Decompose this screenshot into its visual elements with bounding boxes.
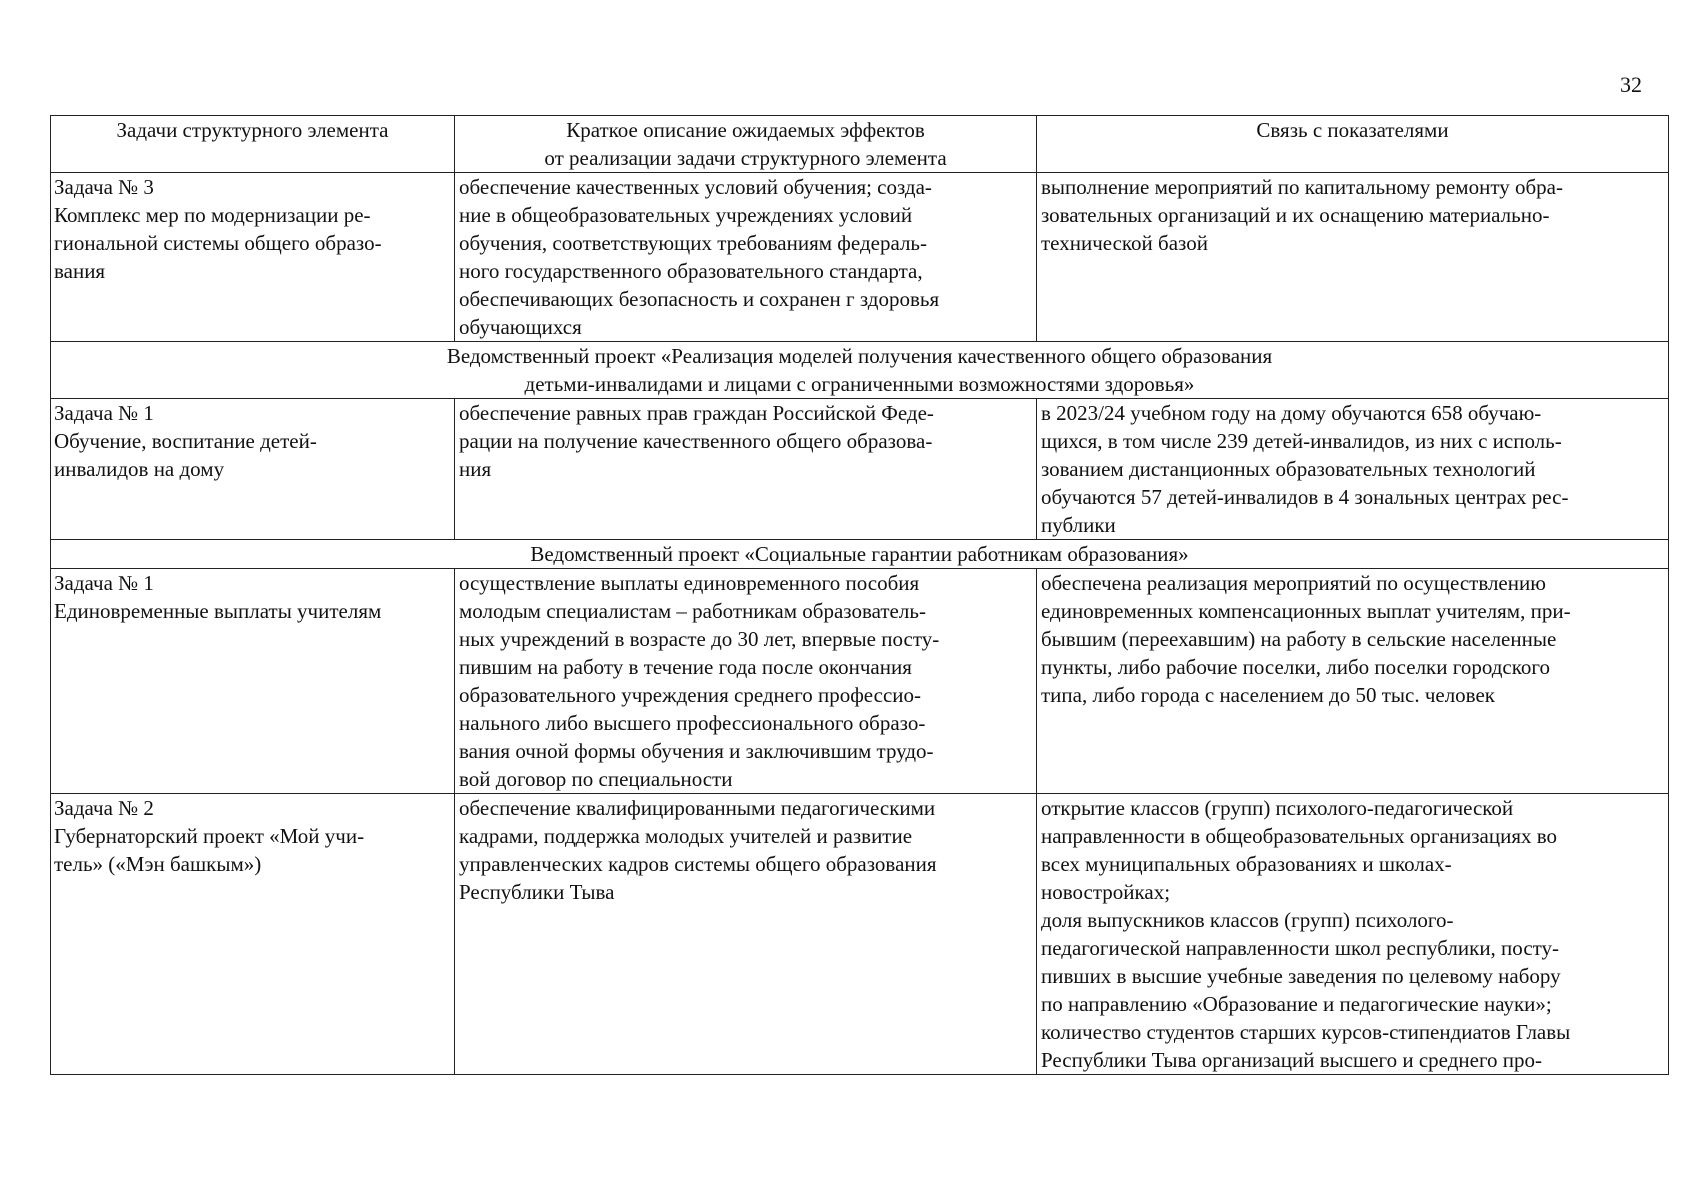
text-line: новостройках;	[1041, 880, 1171, 904]
task-cell	[51, 173, 455, 342]
text-line: обеспечена реализация мероприятий по осуществлению	[1041, 571, 1546, 595]
structural-elements-table	[50, 115, 1669, 1075]
text-line: доля выпускников классов (групп) психолого-	[1041, 908, 1454, 932]
text-line: вой договор по специальности	[459, 767, 733, 791]
text-line: образовательного учреждения среднего профессио-	[459, 683, 922, 707]
text-line: от реализации задачи структурного элемента	[544, 146, 947, 170]
task-cell	[51, 794, 455, 1075]
task-cell	[51, 399, 455, 540]
indicators-cell	[1037, 399, 1669, 540]
text-line: направленности в общеобразовательных организациях во	[1041, 824, 1558, 848]
text-line: обучения, соответствующих требованиям федераль-	[459, 231, 927, 255]
text-line: зованием дистанционных образовательных технологий	[1041, 457, 1536, 481]
section-row	[51, 342, 1669, 399]
table-row	[51, 794, 1669, 1075]
text-line: Республики Тыва организаций высшего и среднего про-	[1041, 1048, 1543, 1072]
text-line: Обучение, воспитание детей-	[54, 429, 317, 453]
text-line: по направлению «Образование и педагогические науки»;	[1041, 992, 1552, 1016]
effects-cell	[455, 399, 1037, 540]
text-line: Задача № 2	[54, 796, 154, 820]
table-row	[51, 173, 1669, 342]
effects-cell	[455, 569, 1037, 794]
header-tasks	[51, 116, 455, 173]
text-line: обучаются 57 детей-инвалидов в 4 зональных центрах рес-	[1041, 485, 1569, 509]
section-row	[51, 540, 1669, 569]
text-line: рации на получение качественного общего образова-	[459, 429, 933, 453]
text-line: ных учреждений в возрасте до 30 лет, впервые посту-	[459, 627, 940, 651]
text-line: ния	[459, 457, 492, 481]
text-line: молодым специалистам – работникам образователь-	[459, 599, 926, 623]
text-line: Краткое описание ожидаемых эффектов	[566, 118, 925, 142]
text-line: обеспечение равных прав граждан Российской Феде-	[459, 401, 934, 425]
header-indicators	[1037, 116, 1669, 173]
text-line: пивших в высшие учебные заведения по целевому набору	[1041, 964, 1561, 988]
section-title	[51, 540, 1669, 569]
text-line: осуществление выплаты единовременного пособия	[459, 571, 920, 595]
text-line: Задача № 3	[54, 175, 154, 199]
section-title	[51, 342, 1669, 399]
text-line: тель» («Мэн башкым»)	[54, 852, 262, 876]
page-number: 32	[1620, 72, 1642, 97]
text-line: Ведомственный проект «Социальные гарантии работникам образования»	[530, 542, 1189, 566]
text-line: обучающихся	[459, 315, 582, 339]
text-line: открытие классов (групп) психолого-педагогической	[1041, 796, 1514, 820]
table-row	[51, 399, 1669, 540]
text-line: в 2023/24 учебном году на дому обучаются 658 обучаю-	[1041, 401, 1542, 425]
text-line: Задача № 1	[54, 571, 154, 595]
text-line: Задачи структурного элемента	[116, 118, 389, 142]
text-line: педагогической направленности школ республики, посту-	[1041, 936, 1560, 960]
task-cell	[51, 569, 455, 794]
text-line: пившим на работу в течение года после окончания	[459, 655, 912, 679]
text-line: гиональной системы общего образо-	[54, 231, 382, 255]
text-line: кадрами, поддержка молодых учителей и развитие	[459, 824, 913, 848]
text-line: единовременных компенсационных выплат учителям, при-	[1041, 599, 1571, 623]
table-row	[51, 569, 1669, 794]
text-line: управленческих кадров системы общего образования	[459, 852, 937, 876]
indicators-cell	[1037, 569, 1669, 794]
text-line: ного государственного образовательного стандарта,	[459, 259, 923, 283]
text-line: всех муниципальных образованиях и школах-	[1041, 852, 1452, 876]
text-line: Связь с показателями	[1256, 118, 1449, 142]
text-line: публики	[1041, 513, 1116, 537]
table-header-row	[51, 116, 1669, 173]
text-line: вания очной формы обучения и заключившим трудо-	[459, 739, 934, 763]
text-line: технической базой	[1041, 231, 1208, 255]
text-line: обеспечение качественных условий обучения; созда-	[459, 175, 932, 199]
text-line: нального либо высшего профессионального образо-	[459, 711, 926, 735]
text-line: пункты, либо рабочие поселки, либо поселки городского	[1041, 655, 1550, 679]
text-line: щихся, в том числе 239 детей-инвалидов, из них с исполь-	[1041, 429, 1562, 453]
text-line: Ведомственный проект «Реализация моделей получения качественного общего образования	[446, 344, 1273, 368]
text-line: типа, либо города с населением до 50 тыс. человек	[1041, 683, 1496, 707]
text-line: обеспечение квалифицированными педагогическими	[459, 796, 936, 820]
effects-cell	[455, 173, 1037, 342]
text-line: Комплекс мер по модернизации ре-	[54, 203, 371, 227]
text-line: зовательных организаций и их оснащению материально-	[1041, 203, 1550, 227]
text-line: вания	[54, 259, 106, 283]
text-line: ние в общеобразовательных учреждениях условий	[459, 203, 913, 227]
text-line: бывшим (переехавшим) на работу в сельские населенные	[1041, 627, 1557, 651]
text-line: детьми-инвалидами и лицами с ограниченными возможностями здоровья»	[524, 372, 1195, 396]
header-effects	[455, 116, 1037, 173]
text-line: Республики Тыва	[459, 880, 615, 904]
text-line: выполнение мероприятий по капитальному ремонту обра-	[1041, 175, 1563, 199]
effects-cell	[455, 794, 1037, 1075]
text-line: Задача № 1	[54, 401, 154, 425]
indicators-cell	[1037, 794, 1669, 1075]
text-line: инвалидов на дому	[54, 457, 225, 481]
text-line: Губернаторский проект «Мой учи-	[54, 824, 365, 848]
text-line: обеспечивающих безопасность и сохранен г здоровья	[459, 287, 940, 311]
text-line: Единовременные выплаты учителям	[54, 599, 382, 623]
text-line: количество студентов старших курсов-стипендиатов Главы	[1041, 1020, 1571, 1044]
indicators-cell	[1037, 173, 1669, 342]
